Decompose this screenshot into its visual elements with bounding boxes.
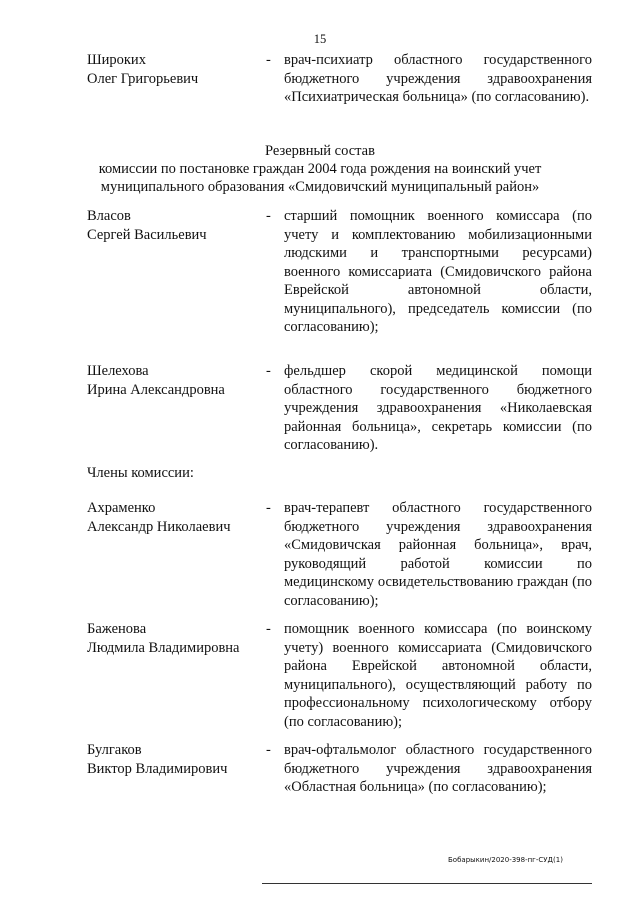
separator-dash: - (266, 621, 271, 637)
person-name (87, 51, 262, 88)
person-name (87, 207, 262, 244)
given-names: Александр Николаевич (87, 518, 231, 535)
position-description: врач-терапевт областного государственного бюджетного учреждения здравоохранения «Смидовичская районная больница», врач, руководящий работой комиссии по медицинскому освидетельствованию граждан (по согласованию); (284, 500, 592, 609)
separator-dash: - (266, 500, 271, 516)
separator-dash: - (266, 208, 271, 224)
reserve-heading-title: Резервный состав (265, 143, 375, 159)
surname: Широких (87, 52, 146, 68)
reserve-heading-line-3: муниципального образования «Смидовичский муниципальный район» (100, 179, 540, 195)
separator-dash: - (266, 363, 271, 379)
given-names: Людмила Владимировна (87, 639, 240, 656)
given-names: Виктор Владимирович (87, 760, 228, 777)
person-name (87, 362, 262, 399)
reserve-heading-line-2: комиссии по постановке граждан 2004 года рождения на воинский учет (98, 161, 542, 177)
page-number: 15 (313, 32, 327, 46)
document-code: Бобарыкин/2020-398-пг-СУД(1) (448, 856, 563, 864)
separator-dash: - (266, 52, 271, 68)
members-label: Члены комиссии: (87, 465, 194, 481)
position-description: помощник военного комиссара (по воинскому учету) военного комиссариата (Смидовичского района Еврейской автономной области, муниципального), осуществляющий работу по профессиональному психологическому отбору (по согласованию); (284, 621, 592, 730)
position-description: врач-офтальмолог областного государственного бюджетного учреждения здравоохранения «Областная больница» (по согласованию); (284, 742, 592, 795)
surname: Ахраменко (87, 500, 156, 516)
surname: Шелехова (87, 363, 149, 379)
person-name (87, 741, 262, 778)
position-description: врач-психиатр областного государственного бюджетного учреждения здравоохранения «Психиатрическая больница» (по согласованию). (284, 52, 592, 105)
person-name (87, 620, 262, 657)
person-name (87, 499, 262, 536)
position-description: фельдшер скорой медицинской помощи областного государственного бюджетного учреждения здравоохранения «Николаевская районная больница», секретарь комиссии (по согласованию). (284, 363, 592, 453)
separator-dash: - (266, 742, 271, 758)
given-names: Ирина Александровна (87, 381, 225, 398)
surname: Власов (87, 208, 131, 224)
given-names: Сергей Васильевич (87, 226, 207, 243)
surname: Баженова (87, 621, 147, 637)
surname: Булгаков (87, 742, 142, 758)
given-names: Олег Григорьевич (87, 70, 199, 87)
footer-divider (262, 883, 592, 884)
position-description: старший помощник военного комиссара (по учету и комплектованию мобилизационными людскими и транспортными ресурсами) военного комиссариата (Смидовичского района Еврейской автономной области, муниципального), председатель комиссии (по согласованию); (284, 208, 592, 335)
